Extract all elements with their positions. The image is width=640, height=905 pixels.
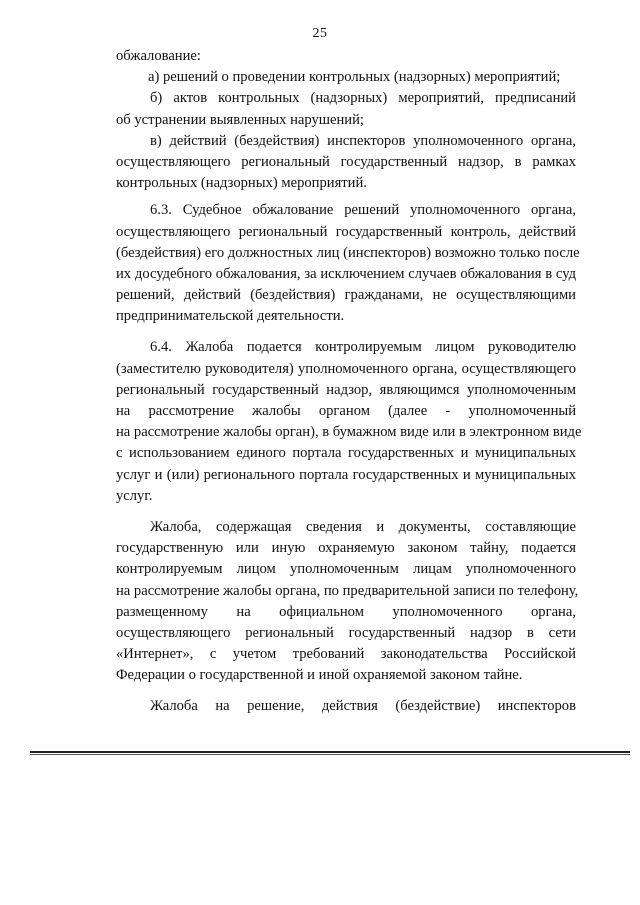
scan-edge-line-thin [30, 754, 630, 755]
text-line: с использованием единого портала государственных и муниципальных [116, 445, 576, 462]
text-line: обжалование: [116, 48, 201, 64]
text-line: об устранении выявленных нарушений; [116, 111, 364, 128]
text-line: «Интернет», с учетом требований законодательства Российской [116, 646, 576, 663]
text-line: на рассмотрение жалобы орган), в бумажном виде или в электронном виде [116, 424, 582, 441]
document-body [116, 46, 582, 718]
text-line: услуг. [116, 487, 153, 504]
text-line: их досудебного обжалования, за исключением случаев обжалования в суд [116, 265, 576, 282]
text-line: решений, действий (бездействия) гражданами, не осуществляющими [116, 287, 576, 304]
text-line: контрольных (надзорных) мероприятий. [116, 175, 367, 192]
paragraph-complaint-secret-start: Жалоба, содержащая сведения и документы, составляющие [150, 518, 576, 535]
text-line: на рассмотрение жалобы органа, по предварительной записи по телефону, [116, 582, 579, 599]
text-line: размещенному на официальном уполномоченного органа, [116, 603, 576, 620]
text-line: осуществляющего региональный государственный контроль, действий [116, 223, 576, 240]
paragraph-6-3-start: 6.3. Судебное обжалование решений уполномоченного органа, [150, 202, 576, 219]
text-line: осуществляющего региональный государственный надзор, в рамках [116, 153, 576, 170]
text-line: контролируемым лицом уполномоченным лицам уполномоченного [116, 561, 576, 578]
page-number: 25 [312, 26, 328, 41]
text-line: осуществляющего региональный государственный надзор в сети [116, 624, 576, 641]
text-line: услуг и (или) регионального портала государственных и муниципальных [116, 466, 576, 483]
text-line: региональный государственный надзор, являющимся уполномоченным [116, 381, 576, 398]
paragraph-complaint-decision-start: Жалоба на решение, действия (бездействие) инспекторов [150, 698, 576, 715]
text-line: государственную или иную охраняемую законом тайну, подается [116, 540, 576, 557]
text-line: на рассмотрение жалобы органом (далее - уполномоченный [116, 403, 576, 419]
list-item-b: б) актов контрольных (надзорных) мероприятий, предписаний [150, 90, 576, 107]
list-item-c: в) действий (бездействия) инспекторов уполномоченного органа, [150, 132, 576, 149]
text-line: (бездействия) его должностных лиц (инспекторов) возможно только после [116, 244, 580, 261]
scan-edge-line [30, 751, 630, 753]
list-item-a: а) решений о проведении контрольных (надзорных) мероприятий; [148, 69, 561, 86]
paragraph-6-4-start: 6.4. Жалоба подается контролируемым лицом руководителю [150, 339, 576, 356]
text-line: (заместителю руководителя) уполномоченного органа, осуществляющего [116, 360, 576, 377]
text-line: Федерации о государственной и иной охраняемой законом тайне. [116, 667, 523, 684]
text-line: предпринимательской деятельности. [116, 308, 345, 325]
